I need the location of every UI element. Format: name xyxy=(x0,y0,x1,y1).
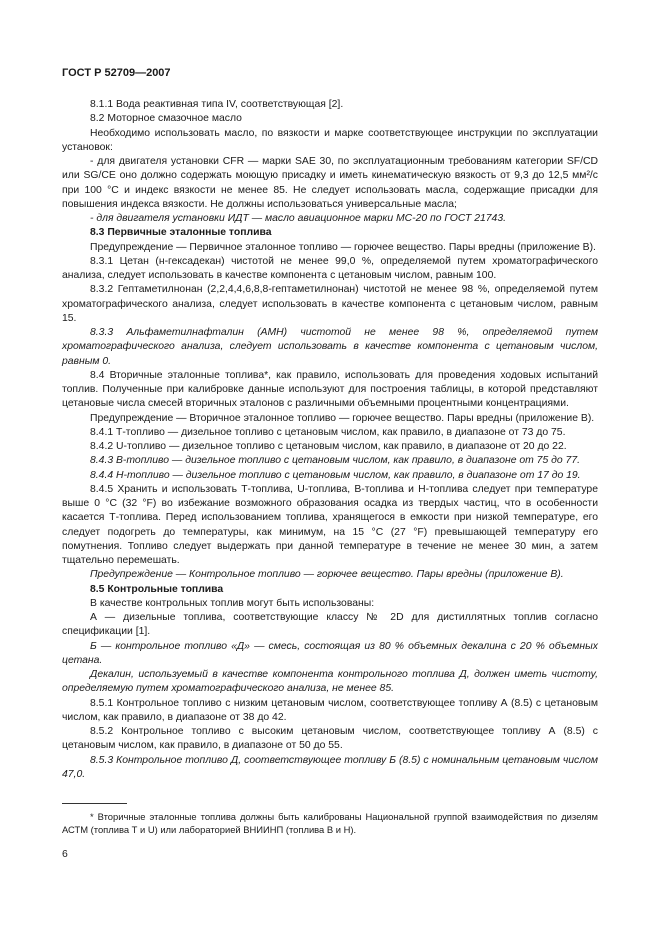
paragraph-fuel-a: А — дизельные топлива, соответствующие классу № 2D для дистиллятных топлив согласно спецификации [1]. xyxy=(62,612,598,638)
paragraph-8-3-2: 8.3.2 Гептаметилнонан (2,2,4,4,6,8,8-гептаметилнонан) чистотой не менее 98 %, определяемой путем хроматографического анализа, следует использовать в качестве компонента с цетановым числом, равным 15. xyxy=(62,284,598,324)
paragraph-8-5-2: 8.5.2 Контрольное топливо с высоким цетановым числом, соответствующее топливу А (8.5) с цетановым числом, как правило, в диапазоне от 50 до 55. xyxy=(62,726,598,752)
section-heading-8-5: 8.5 Контрольные топлива xyxy=(90,583,224,595)
paragraph-decalin: Декалин, используемый в качестве компонента контрольного топлива Д, должен иметь чистоту, определяемую путем хроматографического анализа, не менее 85. xyxy=(62,669,598,695)
paragraph-8-1-1: 8.1.1 Вода реактивная типа IV, соответствующая [2]. xyxy=(90,99,344,110)
paragraph-8-4-4: 8.4.4 Н-топливо — дизельное топливо с цетановым числом, как правило, в диапазоне от 17 до 19. xyxy=(90,469,581,481)
paragraph-warning-control: Предупреждение — Контрольное топливо — горючее вещество. Пары вредны (приложение В). xyxy=(90,569,564,581)
paragraph-8-4-5: 8.4.5 Хранить и использовать Т-топлива, U-топлива, В-топлива и Н-топлива следует при температуре выше 0 °С (32 °F) во избежание возможного образования осадка из твердых частиц, что в особенности касается Т-топлива. Перед использованием топлива, хранящегося в емкости при низкой температуре, его следует подогреть до температуры, как минимум, на 15 °С (27 °F) превышающей температуру его помутнения. Топливо следует выдержать при данной температуре в течение не менее 30 мин, а затем тщательно перемешать. xyxy=(62,483,598,566)
paragraph-oil-requirement: Необходимо использовать масло, по вязкости и марке соответствующее инструкции по эксплуатации установок: xyxy=(62,127,598,153)
document-body xyxy=(62,98,598,782)
paragraph-8-4: 8.4 Вторичные эталонные топлива*, как правило, использовать для проведения ходовых испытаний топлив. Полученные при калибровке данные используют для построения таблицы, в которой представляют цетановые числа смесей вторичных эталонов с различными объемными процентными концентрациями. xyxy=(62,369,598,410)
paragraph-8-3-3: 8.3.3 Альфаметилнафталин (АМН) чистотой не менее 98 %, определяемой путем хроматографического анализа, следует использовать в качестве компонента с цетановым числом, равным 0. xyxy=(62,327,598,367)
paragraph-8-2: 8.2 Моторное смазочное масло xyxy=(90,113,242,125)
paragraph-8-5-3: 8.5.3 Контрольное топливо Д, соответствующее топливу Б (8.5) с номинальным цетановым числом 47,0. xyxy=(62,754,598,780)
paragraph-warning-primary: Предупреждение — Первичное эталонное топливо — горючее вещество. Пары вредны (приложение В). xyxy=(90,241,596,253)
footnote: * Вторичные эталонные топлива должны быть калиброваны Национальной группой взаимодействия по дизелям АСТМ (топлива Т и U) или лабораторией ВНИИНП (топлива В и Н). xyxy=(62,811,598,835)
footnote-divider xyxy=(62,803,127,804)
document-header: ГОСТ Р 52709—2007 xyxy=(62,67,171,79)
paragraph-cfr-oil: - для двигателя установки CFR — марки SAE 30, по эксплуатационным требованиям категории SF/CD или SG/CE оно должно содержать моющую присадку и иметь кинематическую вязкость от 9,3 до 12,5 мм²/с при 100 °С и индекс вязкости не менее 85. Не следует использовать масла, содержащие присадки для повышения индекса вязкости. Не должны использоваться универсальные масла; xyxy=(62,156,598,210)
paragraph-idt-oil: - для двигателя установки ИДТ — масло авиационное марки МС-20 по ГОСТ 21743. xyxy=(90,213,506,224)
paragraph-8-3-1: 8.3.1 Цетан (н-гексадекан) чистотой не менее 99,0 %, определяемой путем хроматографического анализа, следует использовать в качестве компонента с цетановым числом, равным 100. xyxy=(62,255,598,281)
page-number: 6 xyxy=(62,849,68,860)
paragraph-8-5-1: 8.5.1 Контрольное топливо с низким цетановым числом, соответствующее топливу А (8.5) с цетановым числом, как правило, в диапазоне от 38 до 42. xyxy=(62,697,598,723)
paragraph-control-intro: В качестве контрольных топлив могут быть использованы: xyxy=(90,597,375,609)
paragraph-warning-secondary: Предупреждение — Вторичное эталонное топливо — горючее вещество. Пары вредны (приложение В). xyxy=(90,412,595,424)
paragraph-8-4-2: 8.4.2 U-топливо — дизельное топливо с цетановым числом, как правило, в диапазоне от 20 до 22. xyxy=(90,441,567,452)
paragraph-8-4-1: 8.4.1 Т-топливо — дизельное топливо с цетановым числом, как правило, в диапазоне от 73 до 75. xyxy=(90,426,566,438)
paragraph-8-4-3: 8.4.3 В-топливо — дизельное топливо с цетановым числом, как правило, в диапазоне от 75 до 77. xyxy=(90,455,580,467)
paragraph-fuel-b: Б — контрольное топливо «Д» — смесь, состоящая из 80 % объемных декалина с 20 % объемных цетана. xyxy=(62,640,598,666)
section-heading-8-3: 8.3 Первичные эталонные топлива xyxy=(90,227,272,239)
